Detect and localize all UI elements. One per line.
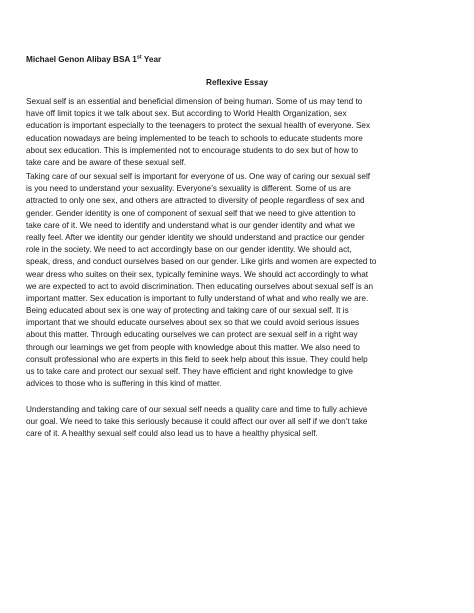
essay-title: Reflexive Essay: [206, 78, 268, 87]
paragraph-line: education is important especially to the teenagers to protect the sexual health of everyone. Sex: [26, 121, 371, 131]
paragraph-line: have off limit topics it we talk about sex. But according to World Health Organization, sex: [26, 109, 347, 119]
paragraph-line: attracted to only one sex, and others are attracted to diversity of people regardless of sex and: [26, 196, 365, 206]
paragraph-line: is you need to understand your sexuality. Everyone’s sexuality is different. Some of us are: [26, 184, 351, 194]
paragraph-line: take care of it. We need to identify and understand what is our gender identity and what we: [26, 220, 355, 230]
paragraph-line: Sexual self is an essential and beneficial dimension of being human. Some of us may tend to: [26, 97, 363, 106]
paragraph-line: us to take care and protect our sexual self. They have efficient and right knowledge to give: [26, 367, 353, 376]
paragraph-2: [26, 171, 450, 390]
paragraph-line: through our learnings we get from people with knowledge about this matter. We also need to: [26, 342, 360, 352]
paragraph-line: about this matter. Through educating ourselves we can protect are sexual self in a right way: [26, 330, 358, 340]
paragraph-line: speak, dress, and conduct ourselves based on our gender. Like girls and women are expected to: [26, 257, 377, 267]
paragraph-line: we are expected to act to avoid discrimination. Then educating ourselves about sexual self is an: [26, 281, 374, 291]
paragraph-line: Taking care of our sexual self is important for everyone of us. One way of caring our sexual self: [26, 172, 371, 181]
author-line: Michael Genon Alibay BSA 1: [26, 55, 137, 64]
paragraph-line: about sex education. This is implemented not to encourage students to do sex but of how to: [26, 145, 359, 155]
paragraph-line: Understanding and taking care of our sexual self needs a quality care and time to fully achieve: [26, 405, 368, 414]
paragraph-line: wear dress who suites on their sex, typically feminine ways. We should act accordingly to what: [26, 269, 369, 279]
paragraph-line: role in the society. We need to act accordingly base on our gender identity. We should act,: [26, 245, 352, 255]
ordinal-superscript: st: [136, 54, 142, 61]
paragraph-line: advices to those who is suffering in this kind of matter.: [26, 379, 222, 389]
paragraph-line: care of it. A healthy sexual self could also lead us to have a healthy physical self.: [26, 429, 318, 439]
paragraph-line: gender. Gender identity is one of component of sexual self that we need to give attention to: [26, 208, 356, 218]
year-suffix: Year: [141, 55, 162, 64]
paragraph-line: important that we should educate ourselves about sex so that we could avoid serious issues: [26, 318, 360, 328]
paragraph-3: [26, 404, 450, 441]
paragraph-line: education nowadays are being implemented to be teach to schools to educate students more: [26, 133, 363, 143]
paragraph-line: important matter. Sex education is important to fully understand of what and who really we are.: [26, 293, 369, 303]
author-header: [26, 55, 161, 64]
paragraph-line: Being educated about sex is one way of protecting and taking care of our sexual self. It is: [26, 306, 349, 316]
paragraph-line: our goal. We need to take this seriously because it could affect our over all self if we don’t take: [26, 417, 368, 427]
paragraph-line: take care and be aware of these sexual self.: [26, 157, 187, 167]
paragraph-line: consult professional who are experts in this field to seek help about this issue. They could help: [26, 354, 368, 364]
paragraph-1: [26, 96, 450, 169]
paragraph-line: really feel. After we identity our gender identity we should understand and practice our gender: [26, 232, 365, 242]
